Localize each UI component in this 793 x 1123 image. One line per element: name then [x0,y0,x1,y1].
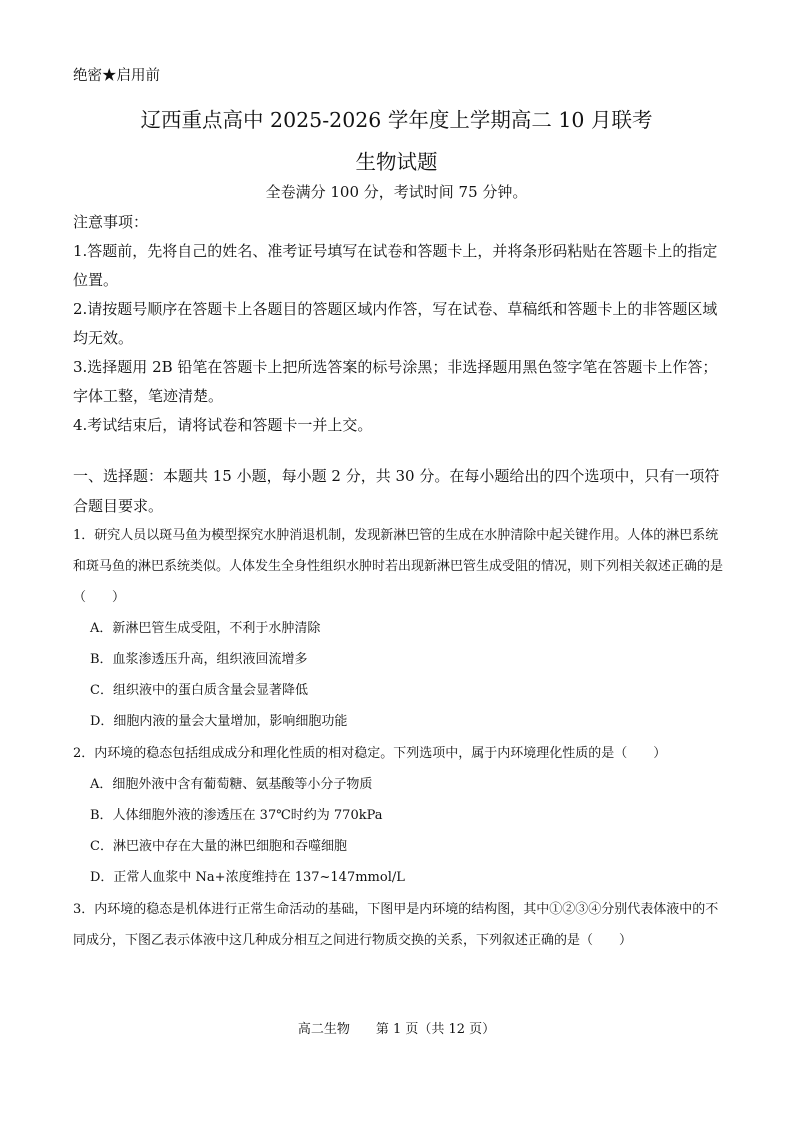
option: D．正常人血浆中 Na+浓度维持在 137~147mmol/L [90,870,405,885]
notes-block [73,208,723,440]
option: B．血浆渗透压升高，组织液回流增多 [90,652,308,667]
option: A．细胞外液中含有葡萄糖、氨基酸等小分子物质 [90,777,373,792]
option: C．淋巴液中存在大量的淋巴细胞和吞噬细胞 [90,839,347,854]
option: A．新淋巴管生成受阻，不利于水肿清除 [90,621,321,636]
option: B．人体细胞外液的渗透压在 37℃时约为 770kPa [90,808,383,823]
note-item: 1.答题前，先将自己的姓名、准考证号填写在试卷和答题卡上，并将条形码粘贴在答题卡上的指定位置。 [73,242,718,289]
option: D．细胞内液的量会大量增加，影响细胞功能 [90,714,348,729]
question-stem: 3．内环境的稳态是机体进行正常生命活动的基础，下图甲是内环境的结构图，其中①②③④分别代表体液中的不同成分，下图乙表示体液中这几种成分相互之间进行物质交换的关系，下列叙述正确的是（ ） [73,902,719,948]
section-heading: 一、选择题：本题共 15 小题，每小题 2 分，共 30 分。在每小题给出的四个选项中，只有一项符合题目要求。 [73,467,720,515]
question-2 [73,738,723,893]
note-item: 4.考试结束后，请将试卷和答题卡一并上交。 [73,416,373,434]
page-footer: 高二生物 第 1 页（共 12 页） [297,1022,496,1037]
question-stem: 1．研究人员以斑马鱼为模型探究水肿消退机制，发现新淋巴管的生成在水肿清除中起关键作用。人体的淋巴系统和斑马鱼的淋巴系统类似。人体发生全身性组织水肿时若出现新淋巴管生成受阻的情况，则下列相关叙述正确的是（ ） [73,528,724,605]
secret-label: 绝密★启用前 [73,68,160,84]
note-item: 2.请按题号顺序在答题卡上各题目的答题区域内作答，写在试卷、草稿纸和答题卡上的非答题区域均无效。 [73,300,718,347]
question-1 [73,520,723,737]
subject-title: 生物试题 [355,150,438,174]
option: C．组织液中的蛋白质含量会显著降低 [90,683,308,698]
score-time-line: 全卷满分 100 分，考试时间 75 分钟。 [265,183,528,201]
question-stem: 2．内环境的稳态包括组成成分和理化性质的相对稳定。下列选项中，属于内环境理化性质的是（ ） [73,746,667,761]
notes-heading: 注意事项： [73,213,149,231]
question-3 [73,894,723,956]
exam-title: 辽西重点高中 2025-2026 学年度上学期高二 10 月联考 [140,108,653,132]
note-item: 3.选择题用 2B 铅笔在答题卡上把所选答案的标号涂黑；非选择题用黑色签字笔在答题卡上作答；字体工整，笔迹清楚。 [73,358,718,405]
